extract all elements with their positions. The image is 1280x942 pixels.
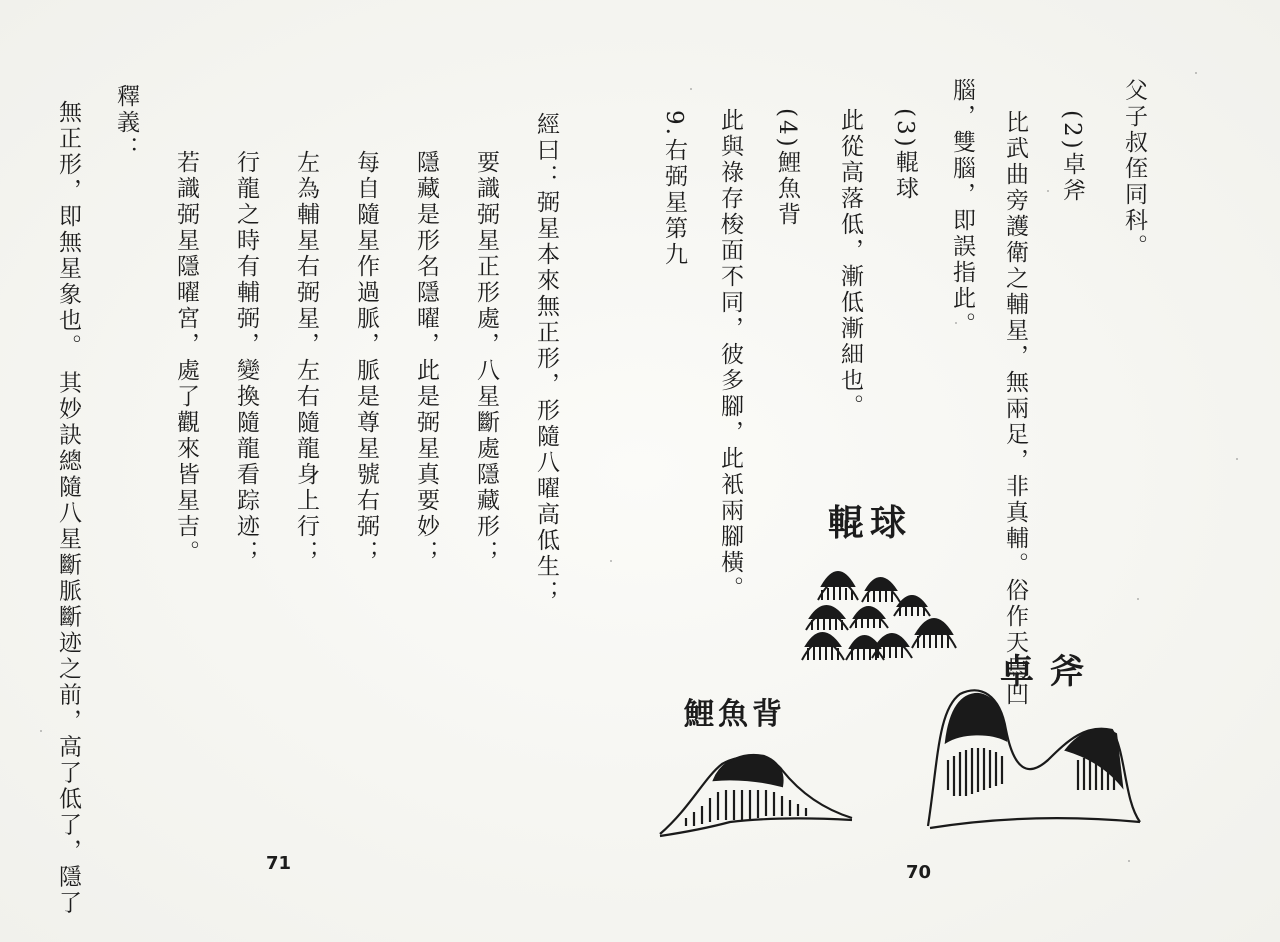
line-r7: (4)鯉魚背: [774, 108, 800, 228]
line-l6: 行龍之時有輔弼，變換隨龍看踪迹；: [233, 150, 259, 566]
hill-mound: [850, 607, 888, 628]
line-r2: (2)卓斧: [1059, 110, 1085, 204]
liyubei-hill: [660, 755, 852, 836]
line-l2: 要識弼星正形處，八星斷處隱藏形；: [473, 150, 499, 566]
line-r8: 此與祿存梭面不同，彼多腳，此衹兩腳橫。: [717, 108, 743, 602]
page-number-left: 71: [266, 853, 292, 874]
gunqiu-hills: [802, 572, 956, 660]
hill-mound: [894, 596, 930, 616]
hill-mound: [862, 578, 900, 602]
line-l3: 隱藏是形名隱曜，此是弼星真要妙；: [413, 150, 439, 566]
line-r6: 此從高落低，漸低漸細也。: [837, 108, 863, 420]
line-l1: 經曰：弼星本來無正形，形隨八曜高低生；: [533, 112, 559, 606]
label-gunqiu: 輥球: [828, 502, 913, 544]
hill-mound: [806, 606, 848, 630]
line-r5: (3)輥球: [892, 108, 918, 202]
line-l5: 左為輔星右弼星，左右隨龍身上行；: [293, 150, 319, 566]
line-l8: 釋義：: [113, 84, 139, 162]
line-l9: 無正形，即無星象也。 其妙訣總隨八星斷脈斷迹之前，高了低了，隱了: [55, 100, 81, 917]
line-r9: 9.右弼星第九: [661, 110, 687, 268]
line-r4: 腦，雙腦，即誤指此。: [949, 78, 975, 338]
label-zhuofu: 卓斧: [1000, 652, 1100, 692]
label-liyubei: 鯉魚背: [684, 697, 786, 732]
hill-mound: [818, 572, 858, 600]
hill-mound: [912, 619, 956, 648]
line-l7: 若識弼星隱曜宮，處了觀來皆星吉。: [173, 150, 199, 566]
zhuofu-mountain: [928, 690, 1140, 828]
hill-mound: [872, 634, 912, 658]
hill-mound: [802, 633, 844, 660]
line-l4: 每自隨星作過脈，脈是尊星號右弼；: [353, 150, 379, 566]
page-number-right: 70: [906, 862, 932, 883]
line-r1: 父子叔侄同科。: [1121, 78, 1147, 260]
line-r3: 比武曲旁護衛之輔星，無兩足，非真輔。俗作天馬凹: [1002, 110, 1028, 708]
